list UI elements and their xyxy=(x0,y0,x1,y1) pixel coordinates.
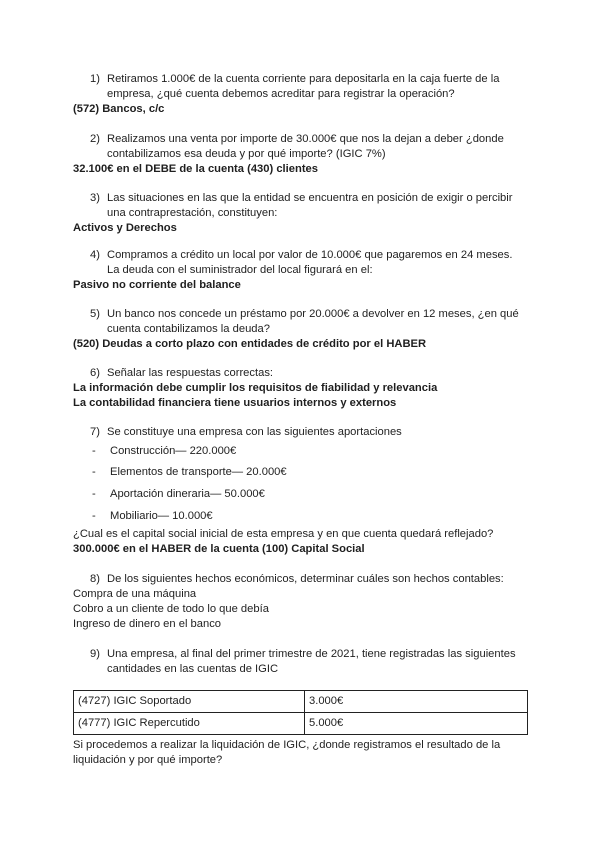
table-row xyxy=(74,691,528,713)
question-text: Las situaciones en las que la entidad se encuentra en posición de exigir o percibir una contraprestación, constituyen: xyxy=(107,192,513,219)
list-dash: - xyxy=(92,466,96,478)
question-text: De los siguientes hechos económicos, determinar cuáles son hechos contables: xyxy=(107,573,504,585)
question-number: 8) xyxy=(90,573,100,585)
question-number: 6) xyxy=(90,367,100,379)
question-number: 3) xyxy=(90,192,100,204)
list-item: Mobiliario— 10.000€ xyxy=(110,510,213,522)
list-dash: - xyxy=(92,488,96,500)
question-text: Compramos a crédito un local por valor de 10.000€ que pagaremos en 24 meses. La deuda con el suministrador del local figurará en el: xyxy=(107,249,513,276)
answer-5: (520) Deudas a corto plazo con entidades de crédito por el HABER xyxy=(73,338,427,350)
question-text: Retiramos 1.000€ de la cuenta corriente para depositarla en la caja fuerte de la empresa, ¿qué cuenta debemos acreditar para registrar la operación? xyxy=(107,73,500,100)
question-text: Una empresa, al final del primer trimestre de 2021, tiene registradas las siguientes cantidades en las cuentas de IGIC xyxy=(107,648,516,675)
amount-cell: 5.000€ xyxy=(305,713,528,735)
list-dash: - xyxy=(92,510,96,522)
question-text: Señalar las respuestas correctas: xyxy=(107,367,274,379)
fact-line: Ingreso de dinero en el banco xyxy=(73,618,222,630)
answer-7: 300.000€ en el HABER de la cuenta (100) Capital Social xyxy=(73,543,365,555)
table-row xyxy=(74,713,528,735)
answer-4: Pasivo no corriente del balance xyxy=(73,279,241,291)
question-number: 7) xyxy=(90,426,100,438)
question-4 xyxy=(90,248,527,278)
question-number: 2) xyxy=(90,133,100,145)
question-5 xyxy=(90,307,527,337)
question-7 xyxy=(90,425,527,440)
account-cell: (4727) IGIC Soportado xyxy=(74,691,305,713)
list-item: Construcción— 220.000€ xyxy=(110,445,237,457)
list-item: Elementos de transporte— 20.000€ xyxy=(110,466,287,478)
question-text: Se constituye una empresa con las siguientes aportaciones xyxy=(107,426,402,438)
question-9-followup: Si procedemos a realizar la liquidación de IGIC, ¿donde registramos el resultado de la liquidación y por qué importe? xyxy=(73,739,501,766)
answer-2: 32.100€ en el DEBE de la cuenta (430) clientes xyxy=(73,163,318,175)
question-6 xyxy=(90,366,527,381)
question-number: 5) xyxy=(90,308,100,320)
question-number: 1) xyxy=(90,73,100,85)
fact-line: Compra de una máquina xyxy=(73,588,197,600)
amount-cell: 3.000€ xyxy=(305,691,528,713)
question-2 xyxy=(90,132,527,162)
fact-line: Cobro a un cliente de todo lo que debía xyxy=(73,603,269,615)
question-number: 4) xyxy=(90,249,100,261)
question-3 xyxy=(90,191,527,221)
question-text: Un banco nos concede un préstamo por 20.000€ a devolver en 12 meses, ¿en qué cuenta contabilizamos la deuda? xyxy=(107,308,519,335)
answer-1: (572) Bancos, c/c xyxy=(73,103,165,115)
account-cell: (4777) IGIC Repercutido xyxy=(74,713,305,735)
question-number: 9) xyxy=(90,648,100,660)
question-9 xyxy=(90,647,527,677)
answer-6b: La contabilidad financiera tiene usuarios internos y externos xyxy=(73,397,397,409)
question-8 xyxy=(90,572,527,587)
question-1 xyxy=(90,72,527,102)
list-item: Aportación dineraria— 50.000€ xyxy=(110,488,265,500)
list-dash: - xyxy=(92,445,96,457)
answer-6a: La información debe cumplir los requisitos de fiabilidad y relevancia xyxy=(73,382,438,394)
question-7-followup: ¿Cual es el capital social inicial de esta empresa y en que cuenta quedará reflejado? xyxy=(73,528,494,540)
answer-3: Activos y Derechos xyxy=(73,222,177,234)
igic-table xyxy=(73,690,528,735)
question-text: Realizamos una venta por importe de 30.000€ que nos la dejan a deber ¿donde contabilizamos esa deuda y por qué importe? (IGIC 7%) xyxy=(107,133,504,160)
